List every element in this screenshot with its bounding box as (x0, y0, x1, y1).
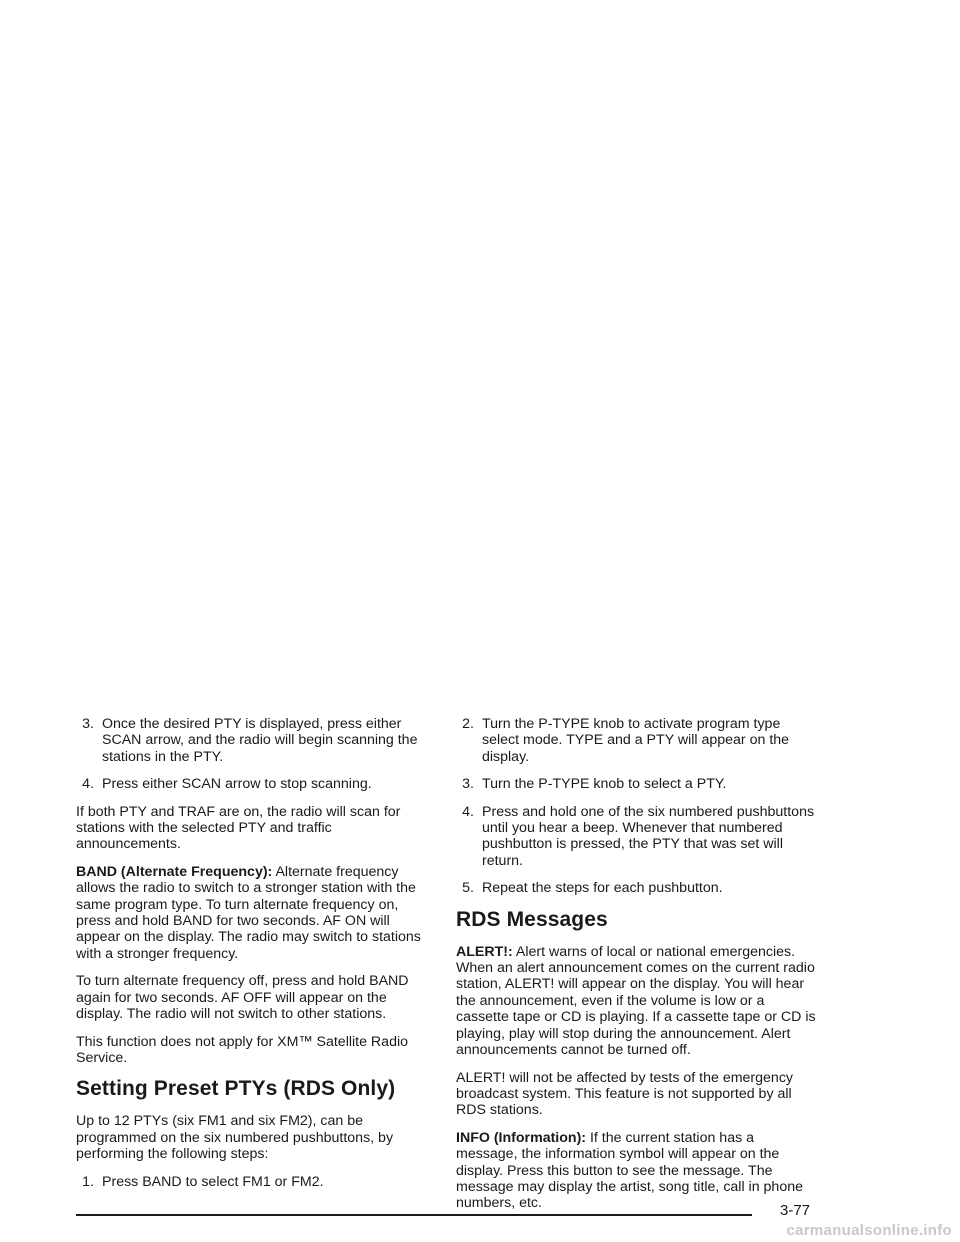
step-item (76, 776, 436, 792)
section-heading-preset-ptys: Setting Preset PTYs (RDS Only) (76, 1077, 396, 1101)
step-item (456, 716, 816, 765)
right-column (456, 716, 816, 1223)
section-heading-rds-messages: RDS Messages (456, 907, 608, 931)
step-item (456, 804, 816, 870)
step-item (76, 716, 436, 765)
step-number: 4 . (76, 776, 94, 792)
paragraph-info (456, 1130, 816, 1212)
paragraph-band (76, 864, 436, 962)
watermark: carmanualsonline.info (786, 1222, 952, 1239)
left-column (76, 716, 436, 1201)
step-text: Repeat the steps for each pushbutton. (482, 880, 723, 897)
footer-rule (76, 1214, 752, 1216)
band-text: Alternate frequency allows the radio to switch to a stronger station with the same program type. To turn alternate frequency on, press and hold BAND for two seconds. AF ON will appear on the display. The radio may switch to stations with a stronger frequency. (76, 863, 421, 962)
step-text: Press and hold one of the six numbered pushbuttons until you hear a beep. Whenever that numbered pushbutton is pressed, the PTY that was set will return. (482, 803, 815, 869)
band-lead: BAND (Alternate Frequency): (76, 863, 273, 880)
paragraph-alert-tests: ALERT! will not be affected by tests of the emergency broadcast system. This feature is not supported by all RDS stations. (456, 1069, 794, 1119)
page-number: 3-77 (780, 1202, 811, 1219)
paragraph-af-off: To turn alternate frequency off, press and hold BAND again for two seconds. AF OFF will appear on the display. The radio will not switch to other stations. (76, 973, 409, 1023)
step-text: Press either SCAN arrow to stop scanning. (102, 776, 372, 793)
alert-lead: ALERT!: (456, 943, 513, 960)
step-number: 4 . (456, 804, 474, 820)
info-lead: INFO (Information): (456, 1129, 587, 1146)
step-text: Press BAND to select FM1 or FM2. (102, 1173, 324, 1190)
step-text: Once the desired PTY is displayed, press either SCAN arrow, and the radio will begin scanning the stations in the PTY. (102, 716, 418, 765)
step-text: Turn the P-TYPE knob to activate program type select mode. TYPE and a PTY will appear on the display. (482, 716, 790, 765)
paragraph-alert (456, 944, 816, 1059)
step-number: 3 . (76, 716, 94, 732)
paragraph-xm: This function does not apply for XM™ Satellite Radio Service. (76, 1033, 408, 1066)
paragraph-up-to-12: Up to 12 PTYs (six FM1 and six FM2), can be programmed on the six numbered pushbuttons, by performing the following steps: (76, 1113, 394, 1163)
step-item (456, 776, 816, 792)
step-number: 3 . (456, 776, 474, 792)
alert-text: Alert warns of local or national emergencies. When an alert announcement comes on the current radio station, ALERT! will appear on the display. You will hear the announcement, even if the volume is low or a cassette tape or CD is playing. If a cassette tape or CD is playing, play will stop during the announcement. Alert announcements cannot be turned off. (456, 943, 816, 1059)
step-number: 5 . (456, 880, 474, 896)
step-item (76, 1174, 436, 1190)
step-number: 1 . (76, 1174, 94, 1190)
info-text: If the current station has a message, the information symbol will appear on the display. Press this button to see the message. The message may display the artist, song title, call in phone numbers, etc. (456, 1129, 803, 1212)
step-number: 2 . (456, 716, 474, 732)
step-text: Turn the P-TYPE knob to select a PTY. (482, 776, 727, 793)
step-item (456, 880, 816, 896)
paragraph-both-pty-traf: If both PTY and TRAF are on, the radio will scan for stations with the selected PTY and traffic announcements. (76, 803, 401, 853)
